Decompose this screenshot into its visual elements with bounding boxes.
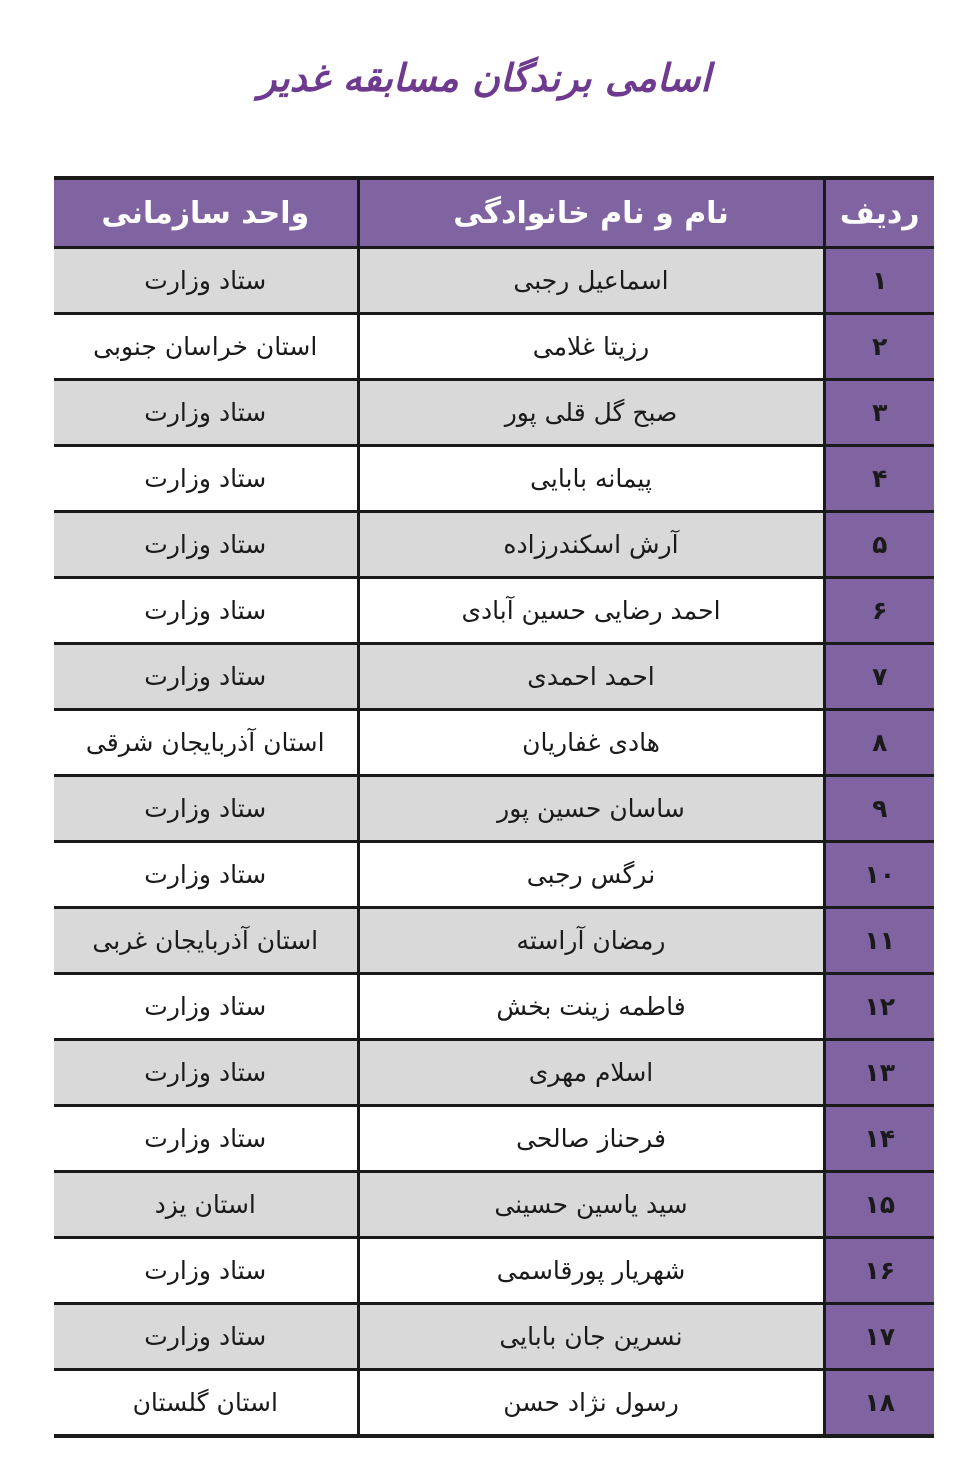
- table-row: [54, 380, 934, 446]
- unit-cell: استان خراسان جنوبی: [54, 314, 358, 380]
- table-row: [54, 1304, 934, 1370]
- rank-cell: ۴: [824, 446, 934, 512]
- unit-cell: ستاد وزارت: [54, 1238, 358, 1304]
- name-cell: پیمانه بابایی: [358, 446, 824, 512]
- rank-cell: ۱۸: [824, 1370, 934, 1435]
- unit-cell: ستاد وزارت: [54, 446, 358, 512]
- rank-cell: ۶: [824, 578, 934, 644]
- table-row: [54, 974, 934, 1040]
- header-unit: واحد سازمانی: [54, 180, 358, 248]
- page-title: اسامی برندگان مسابقه غدیر: [258, 55, 711, 100]
- unit-cell: استان یزد: [54, 1172, 358, 1238]
- unit-cell: ستاد وزارت: [54, 1106, 358, 1172]
- name-cell: احمد احمدی: [358, 644, 824, 710]
- table-row: [54, 908, 934, 974]
- table-row: [54, 1238, 934, 1304]
- name-cell: نرگس رجبی: [358, 842, 824, 908]
- table-row: [54, 1106, 934, 1172]
- name-cell: فرحناز صالحی: [358, 1106, 824, 1172]
- winners-table-container: [54, 176, 934, 1438]
- name-cell: اسلام مهری: [358, 1040, 824, 1106]
- unit-cell: ستاد وزارت: [54, 644, 358, 710]
- unit-cell: استان آذربایجان شرقی: [54, 710, 358, 776]
- rank-cell: ۱۶: [824, 1238, 934, 1304]
- name-cell: ساسان حسین پور: [358, 776, 824, 842]
- name-cell: رزیتا غلامی: [358, 314, 824, 380]
- rank-cell: ۱: [824, 248, 934, 314]
- table-row: [54, 1040, 934, 1106]
- rank-cell: ۱۱: [824, 908, 934, 974]
- unit-cell: ستاد وزارت: [54, 248, 358, 314]
- name-cell: فاطمه زینت بخش: [358, 974, 824, 1040]
- name-cell: رمضان آراسته: [358, 908, 824, 974]
- name-cell: سید یاسین حسینی: [358, 1172, 824, 1238]
- rank-cell: ۵: [824, 512, 934, 578]
- table-row: [54, 776, 934, 842]
- rank-cell: ۱۵: [824, 1172, 934, 1238]
- unit-cell: ستاد وزارت: [54, 1040, 358, 1106]
- unit-cell: ستاد وزارت: [54, 974, 358, 1040]
- table-row: [54, 644, 934, 710]
- name-cell: رسول نژاد حسن: [358, 1370, 824, 1435]
- name-cell: هادی غفاریان: [358, 710, 824, 776]
- name-cell: شهریار پورقاسمی: [358, 1238, 824, 1304]
- unit-cell: ستاد وزارت: [54, 776, 358, 842]
- table-header-row: [54, 180, 934, 248]
- rank-cell: ۱۳: [824, 1040, 934, 1106]
- unit-cell: استان آذربایجان غربی: [54, 908, 358, 974]
- name-cell: نسرین جان بابایی: [358, 1304, 824, 1370]
- rank-cell: ۸: [824, 710, 934, 776]
- table-row: [54, 1370, 934, 1435]
- header-name: نام و نام خانوادگی: [358, 180, 824, 248]
- name-cell: آرش اسکندرزاده: [358, 512, 824, 578]
- unit-cell: ستاد وزارت: [54, 578, 358, 644]
- table-row: [54, 578, 934, 644]
- table-row: [54, 512, 934, 578]
- rank-cell: ۱۲: [824, 974, 934, 1040]
- header-rank: ردیف: [824, 180, 934, 248]
- rank-cell: ۱۷: [824, 1304, 934, 1370]
- rank-cell: ۳: [824, 380, 934, 446]
- unit-cell: ستاد وزارت: [54, 380, 358, 446]
- table-body: [54, 248, 934, 1435]
- unit-cell: ستاد وزارت: [54, 512, 358, 578]
- table-row: [54, 842, 934, 908]
- unit-cell: استان گلستان: [54, 1370, 358, 1435]
- rank-cell: ۷: [824, 644, 934, 710]
- table-row: [54, 1172, 934, 1238]
- winners-table: [54, 180, 934, 1434]
- name-cell: صبح گل قلی پور: [358, 380, 824, 446]
- unit-cell: ستاد وزارت: [54, 1304, 358, 1370]
- name-cell: احمد رضایی حسین آبادی: [358, 578, 824, 644]
- table-row: [54, 446, 934, 512]
- rank-cell: ۱۴: [824, 1106, 934, 1172]
- table-row: [54, 710, 934, 776]
- rank-cell: ۱۰: [824, 842, 934, 908]
- table-row: [54, 248, 934, 314]
- unit-cell: ستاد وزارت: [54, 842, 358, 908]
- rank-cell: ۹: [824, 776, 934, 842]
- rank-cell: ۲: [824, 314, 934, 380]
- name-cell: اسماعیل رجبی: [358, 248, 824, 314]
- table-row: [54, 314, 934, 380]
